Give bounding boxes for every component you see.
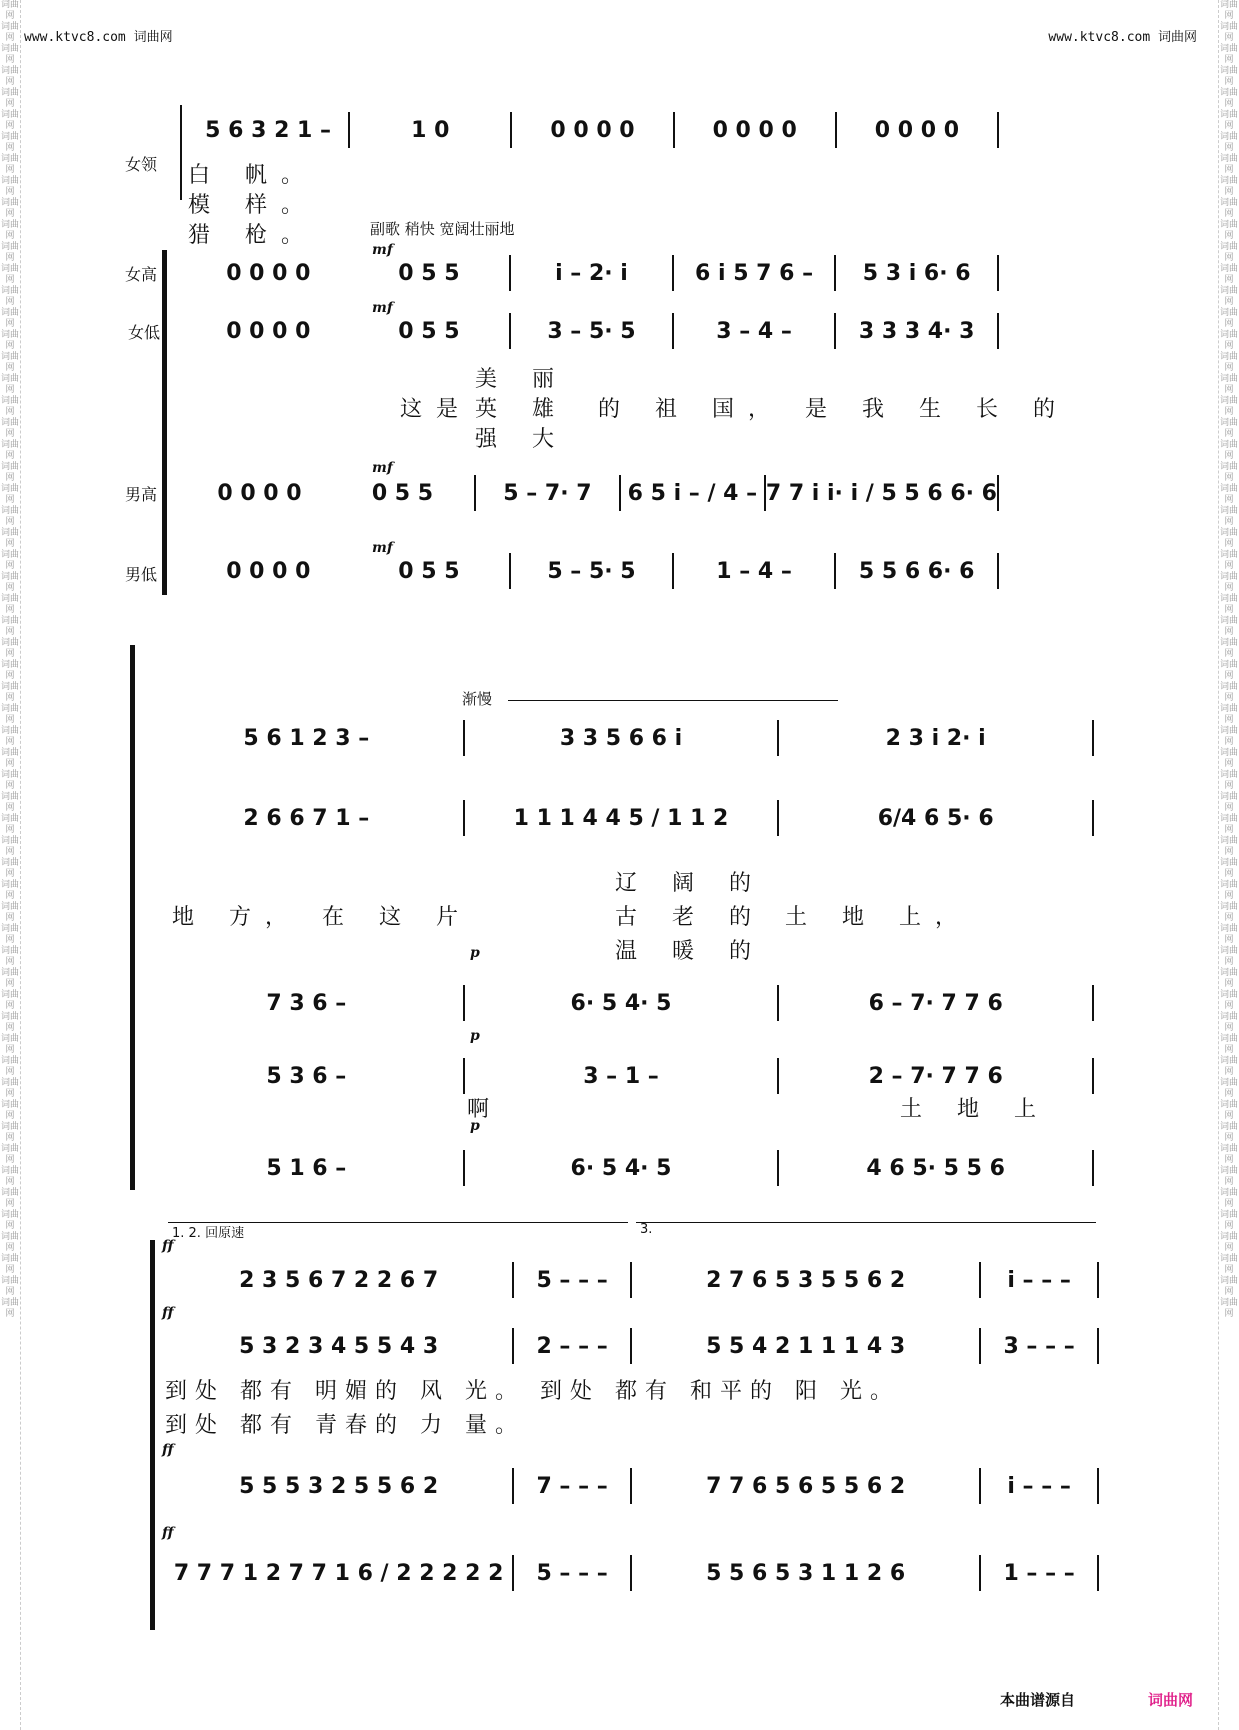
measure: 2 – 7· 7 7 6 xyxy=(868,1063,1003,1089)
measure: 5 – 5· 5 xyxy=(547,558,636,584)
measure: 6· 5 4· 5 xyxy=(570,1155,672,1181)
tempo-marking-1: 副歌 稍快 宽阔壮丽地 xyxy=(370,220,515,238)
measure: 3 – 4 – xyxy=(716,318,792,344)
score-line-s2-3 xyxy=(150,985,1094,1021)
final-barline xyxy=(1097,1262,1099,1298)
lead-staff-line xyxy=(180,105,182,200)
measure: 3 – – – xyxy=(1003,1333,1075,1359)
barline xyxy=(997,112,999,148)
dynamic-ff: ff xyxy=(162,1525,174,1541)
choir-brace-1 xyxy=(162,250,173,595)
measure: 5 6 3 2 1 – xyxy=(205,117,332,143)
score-line-s3-4 xyxy=(165,1555,1099,1591)
barline xyxy=(997,255,999,291)
measure: 3 – 5· 5 xyxy=(547,318,636,344)
measure: 5 5 6 6· 6 xyxy=(858,558,975,584)
measure: 3 3 3 4· 3 xyxy=(858,318,975,344)
barline xyxy=(1092,985,1094,1021)
measure: 0 0 0 0 xyxy=(226,558,311,584)
measure: 2 3 5 6 7 2 2 6 7 xyxy=(239,1267,439,1293)
measure: 5 – – – xyxy=(536,1267,608,1293)
measure: 5 5 6 5 3 1 1 2 6 xyxy=(706,1560,906,1586)
measure: 3 – 1 – xyxy=(583,1063,659,1089)
score-line-nvgao xyxy=(188,255,999,291)
measure: 1 – – – xyxy=(1003,1560,1075,1586)
dynamic-ff: ff xyxy=(162,1442,174,1458)
measure: 0 5 5 xyxy=(398,260,460,286)
s2-lyric-post: 土 地 上， xyxy=(785,905,971,930)
barline xyxy=(997,475,999,511)
barline xyxy=(997,553,999,589)
score-line-s2-2 xyxy=(150,800,1094,836)
choir-lyric-brace-1: 美 丽 xyxy=(475,367,568,392)
side-watermark-right: 词曲网 词曲网 词曲网 词曲网 词曲网 词曲网 词曲网 词曲网 词曲网 词曲网 词曲网 词曲网 词曲网 词曲网 词曲网 词曲网 词曲网 词曲网 词曲网 词曲网 词曲网 词曲网 词曲网 词曲网 词曲网 词曲网 词曲网 词曲网 词曲网 词曲网 词曲网 词曲网 词曲网 词曲网 词曲网 词曲网 词曲网 词曲网 词曲网 词曲网 词曲网 词曲网 词曲网 词曲网 词曲网 词曲网 词曲网 词曲网 词曲网 词曲网 词曲网 词曲网 词曲网 词曲网 词曲网 词曲网 词曲网 词曲网 词曲网 词曲网 xyxy=(1218,0,1239,1730)
measure: 3 3 5 6 6 i xyxy=(559,725,683,751)
barline xyxy=(1092,1150,1094,1186)
measure: 0 0 0 0 xyxy=(226,260,311,286)
s3-lyric-2: 到处 都有 青春的 力 量。 xyxy=(165,1413,525,1438)
measure: 6 – 7· 7 7 6 xyxy=(868,990,1003,1016)
measure: 6 5 i – / 4 – xyxy=(627,480,758,506)
measure: 2 6 6 7 1 – xyxy=(243,805,370,831)
dynamic-mf: mf xyxy=(372,540,393,556)
s2-lyric-pre: 地 方， 在 这 片 xyxy=(172,905,472,930)
measure: 0 0 0 0 xyxy=(712,117,797,143)
score-line-s3-1 xyxy=(165,1262,1099,1298)
score-line-s2-4 xyxy=(150,1058,1094,1094)
measure: 7 7 i i· i / 5 5 6 6· 6 xyxy=(765,480,997,506)
measure: i – – – xyxy=(1007,1267,1071,1293)
measure: 0 5 5 xyxy=(371,480,434,506)
measure: 0 5 5 xyxy=(398,318,460,344)
volta-bracket-1 xyxy=(168,1222,628,1223)
score-line-s2-5 xyxy=(150,1150,1094,1186)
score-line-nvdi xyxy=(188,313,999,349)
score-line-nvling xyxy=(188,112,999,148)
score-line-s3-3 xyxy=(165,1468,1099,1504)
lead-lyric-2: 模 样。 xyxy=(188,193,317,218)
measure: 2 3 i 2· i xyxy=(885,725,986,751)
measure: 5 6 1 2 3 – xyxy=(243,725,370,751)
volta-bracket-2 xyxy=(636,1222,1096,1223)
measure: 1 – 4 – xyxy=(716,558,792,584)
header-url-left[interactable]: www.ktvc8.com 词曲网 xyxy=(24,30,173,45)
part-label-nandi: 男低 xyxy=(125,565,158,584)
rit-line xyxy=(508,700,838,701)
choir-lyric-pre: 这是 xyxy=(400,397,473,422)
measure: 0 0 0 0 xyxy=(217,480,302,506)
volta-3: 3. xyxy=(640,1222,653,1237)
part-label-nvgao: 女高 xyxy=(125,265,158,284)
s3-lyric-1: 到处 都有 明媚的 风 光。 到处 都有 和平的 阳 光。 xyxy=(165,1379,900,1404)
dynamic-mf: mf xyxy=(372,300,393,316)
barline xyxy=(1092,720,1094,756)
measure: 5 5 5 3 2 5 5 6 2 xyxy=(239,1473,439,1499)
measure: 5 – 7· 7 xyxy=(503,480,592,506)
final-barline xyxy=(1097,1328,1099,1364)
measure: 0 0 0 0 xyxy=(874,117,960,143)
measure: 7 7 6 5 6 5 5 6 2 xyxy=(706,1473,906,1499)
measure: 5 3 6 – xyxy=(266,1063,347,1089)
s2-lyric-brace-1: 辽 阔 的 xyxy=(615,871,765,896)
measure: 1 0 xyxy=(411,117,450,143)
choir-lyric-post: 的 祖 国， 是 我 生 长 的 xyxy=(598,397,1069,422)
final-barline xyxy=(1097,1555,1099,1591)
part-label-nvling: 女领 xyxy=(125,155,158,174)
final-barline xyxy=(1097,1468,1099,1504)
dynamic-ff: ff xyxy=(162,1238,174,1254)
dynamic-mf: mf xyxy=(372,242,393,258)
measure: 7 – – – xyxy=(536,1473,608,1499)
measure: i – – – xyxy=(1007,1473,1071,1499)
score-line-nandi xyxy=(188,553,999,589)
part-label-nangao: 男高 xyxy=(125,485,158,504)
measure: 5 3 2 3 4 5 5 4 3 xyxy=(239,1333,439,1359)
side-watermark-left: 词曲网 词曲网 词曲网 词曲网 词曲网 词曲网 词曲网 词曲网 词曲网 词曲网 词曲网 词曲网 词曲网 词曲网 词曲网 词曲网 词曲网 词曲网 词曲网 词曲网 词曲网 词曲网 词曲网 词曲网 词曲网 词曲网 词曲网 词曲网 词曲网 词曲网 词曲网 词曲网 词曲网 词曲网 词曲网 词曲网 词曲网 词曲网 词曲网 词曲网 词曲网 词曲网 词曲网 词曲网 词曲网 词曲网 词曲网 词曲网 词曲网 词曲网 词曲网 词曲网 词曲网 词曲网 词曲网 词曲网 词曲网 词曲网 词曲网 词曲网 xyxy=(0,0,21,1730)
score-line-s2-1 xyxy=(150,720,1094,756)
part-label-nvdi: 女低 xyxy=(128,323,161,342)
measure: 5 3 i 6· 6 xyxy=(862,260,971,286)
lead-lyric-3: 猎 枪。 xyxy=(188,223,317,248)
dynamic-p: p xyxy=(470,945,480,961)
barline xyxy=(1092,1058,1094,1094)
choir-brace-3 xyxy=(150,1240,161,1630)
tempo-rit: 渐慢 xyxy=(462,690,493,708)
measure: 0 0 0 0 xyxy=(226,318,311,344)
measure: 6· 5 4· 5 xyxy=(570,990,672,1016)
choir-lyric-brace-2: 英 雄 xyxy=(475,397,568,422)
measure: 0 0 0 0 xyxy=(550,117,635,143)
dynamic-ff: ff xyxy=(162,1305,174,1321)
score-line-nangao xyxy=(188,475,999,511)
score-line-s3-2 xyxy=(165,1328,1099,1364)
volta-1-2: 1. 2. 回原速 xyxy=(172,1226,245,1241)
measure: 5 1 6 – xyxy=(266,1155,347,1181)
measure: 5 – – – xyxy=(536,1560,608,1586)
measure: 7 7 7 1 2 7 7 1 6 / 2 2 2 2 2 xyxy=(173,1560,504,1586)
header-url-right[interactable]: www.ktvc8.com 词曲网 xyxy=(1048,30,1197,45)
measure: 7 3 6 – xyxy=(266,990,347,1016)
s2-lyric-brace-2: 古 老 的 xyxy=(615,905,765,930)
footer-brand[interactable]: 词曲网 xyxy=(1148,1691,1194,1709)
s2-lyric-a: 啊 xyxy=(467,1097,504,1122)
barline xyxy=(1092,800,1094,836)
measure: 1 1 1 4 4 5 / 1 1 2 xyxy=(513,805,729,831)
measure: 2 – – – xyxy=(536,1333,608,1359)
choir-brace-2 xyxy=(130,645,141,1190)
s2-lyric-brace-3: 温 暖 的 xyxy=(615,939,765,964)
measure: 0 5 5 xyxy=(398,558,460,584)
choir-lyric-brace-3: 强 大 xyxy=(475,427,568,452)
dynamic-mf: mf xyxy=(372,460,393,476)
s2-lyric-b: 土 地 上 xyxy=(900,1097,1050,1122)
measure: 4 6 5· 5 5 6 xyxy=(866,1155,1005,1181)
lead-lyric-1: 白 帆。 xyxy=(188,163,317,188)
measure: i – 2· i xyxy=(555,260,628,286)
dynamic-p: p xyxy=(470,1118,480,1134)
measure: 6 i 5 7 6 – xyxy=(695,260,814,286)
dynamic-p: p xyxy=(470,1028,480,1044)
measure: 2 7 6 5 3 5 5 6 2 xyxy=(706,1267,906,1293)
measure: 6/4 6 5· 6 xyxy=(877,805,994,831)
measure: 5 5 4 2 1 1 1 4 3 xyxy=(706,1333,906,1359)
barline xyxy=(997,313,999,349)
footer-source: 本曲谱源自 xyxy=(1000,1691,1076,1709)
